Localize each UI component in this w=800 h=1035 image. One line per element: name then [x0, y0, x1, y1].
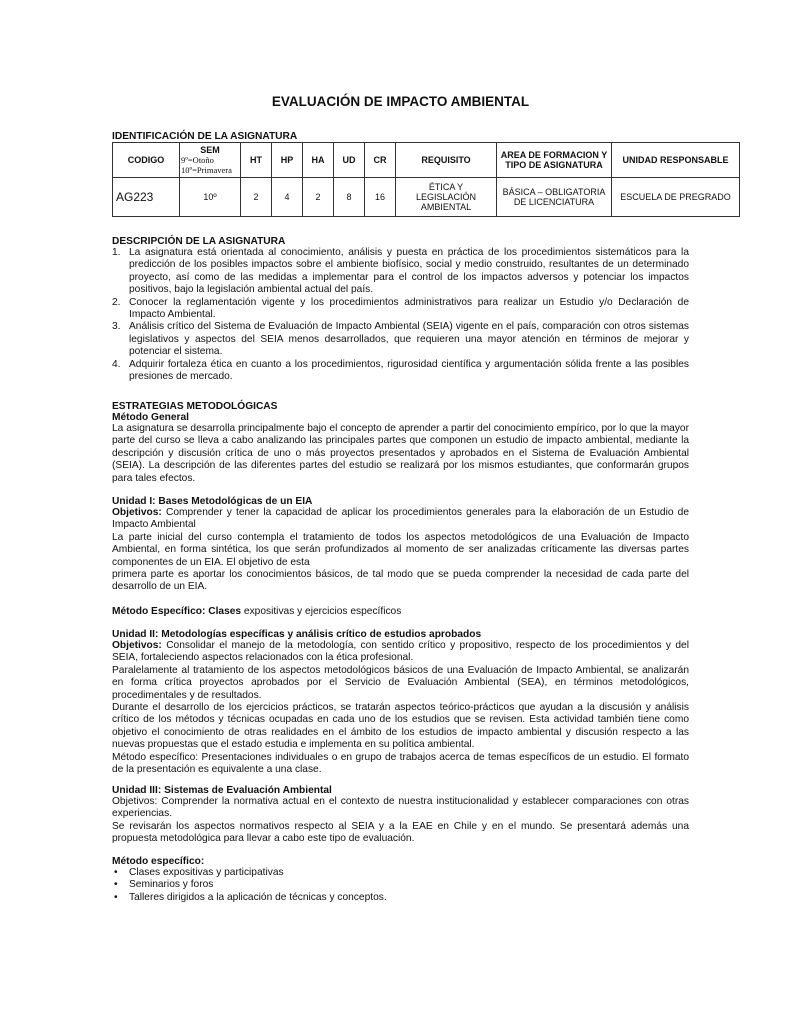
header-requisito: REQUISITO	[396, 143, 497, 178]
list-item-text: Adquirir fortaleza ética en cuanto a los procedimientos, rigurosidad científica y argumentación sólida frente a las posibles presiones de mercado.	[129, 358, 689, 383]
header-ha: HA	[303, 143, 334, 178]
unidad1-paragraph-1: La parte inicial del curso contempla el tratamiento de todos los aspectos metodológicos de una Evaluación de Impacto Ambiental, en forma sintética, los que serán profundizados al momento de ser analizadas críticamente las diversas partes componentes de un EIA. El objetivo de esta	[112, 531, 689, 568]
metodo-especifico-heading: Método específico:	[112, 856, 205, 867]
metodo-especifico-list	[112, 867, 689, 904]
cell-ht: 2	[241, 178, 272, 217]
cell-area: BÁSICA – OBLIGATORIA DE LICENCIATURA	[497, 178, 612, 217]
objetivos-text: Consolidar el manejo de la metodología, con sentido crítico y propositivo, respecto de los procedimientos y del SEIA, fortaleciendo aspectos relacionados con la ética profesional.	[112, 640, 689, 664]
cell-hp: 4	[272, 178, 303, 217]
list-item-number: 1.	[112, 247, 121, 258]
cell-requisito: ÉTICA Y LEGISLACIÓN AMBIENTAL	[396, 178, 497, 217]
list-item-text: La asignatura está orientada al conocimiento, análisis y puesta en práctica de los procedimientos sistemáticos para la predicción de los posibles impactos sobre el ambiente biofísico, social y medio construido, resultantes de un determinado proyecto, así como de las medidas a implementar para el control de los impactos adversos y potenciar los impactos positivos, bajo la legislación ambiental actual del país.	[129, 247, 689, 296]
header-sem	[180, 143, 241, 178]
list-item	[112, 321, 689, 358]
metodo-label: Método Específico: Clases	[112, 605, 242, 617]
list-item	[112, 297, 689, 322]
cell-ud: 8	[334, 178, 365, 217]
unidad3-paragraph-2: Se revisarán los aspectos normativos respecto al SEIA y a la EAE en Chile y en el mundo. Se presentará además una propuesta metodológica para llevar a cabo este tipo de evaluación.	[112, 820, 689, 845]
unidad1-paragraph-2: primera parte es aportar los conocimientos básicos, de tal modo que se pueda comprender la necesidad de cada parte del desarrollo de un EIA.	[112, 569, 689, 593]
unidad1-heading: Unidad I: Bases Metodológicas de un EIA	[112, 496, 313, 507]
list-item-number: 4.	[112, 358, 121, 370]
cell-codigo: AG223	[113, 178, 180, 217]
cell-cr: 16	[365, 178, 396, 217]
list-item	[112, 247, 689, 297]
estrategias-section	[112, 401, 689, 485]
metodo-general-label: Método General	[112, 412, 189, 423]
list-item-number: 2.	[112, 296, 121, 308]
list-item	[112, 359, 689, 384]
table-header-row	[113, 143, 740, 178]
header-ht: HT	[241, 143, 272, 178]
document-title: EVALUACIÓN DE IMPACTO AMBIENTAL	[271, 94, 530, 109]
list-item: • Talleres dirigidos a la aplicación de técnicas y conceptos.	[112, 892, 689, 904]
list-item: • Seminarios y foros	[112, 879, 689, 891]
header-unidad: UNIDAD RESPONSABLE	[612, 143, 740, 178]
header-codigo: CODIGO	[113, 143, 180, 178]
unidad2-paragraph-2: Durante el desarrollo de los ejercicios prácticos, se tratarán aspectos teórico-prácticos que ayudan a la discusión y análisis crítico de los métodos y técnicas ocupadas en cada uno de los estudios que se revisen. Esta actividad también tiene como objetivo el conocimiento de otras realidades en el ámbito de los estudios de impacto ambiental y discusión respecto a las nuevas propuestas que el estado estudia e implementa en su política ambiental.	[112, 702, 689, 751]
cell-unidad: ESCUELA DE PREGRADO	[612, 178, 740, 217]
objetivos-text: Comprender y tener la capacidad de aplicar los procedimientos generales para la elaboración de un Estudio de Impacto Ambiental	[112, 507, 689, 531]
cell-sem: 10º	[180, 178, 241, 217]
list-item-number: 3.	[112, 321, 121, 333]
header-sem-note-primavera: 10º=Primavera	[181, 165, 232, 175]
descripcion-section	[112, 236, 689, 383]
objetivos-label: Objetivos:	[112, 640, 162, 651]
header-sem-note-otono: 9º=Otoño	[181, 155, 214, 165]
descripcion-heading: DESCRIPCIÓN DE LA ASIGNATURA	[112, 236, 286, 247]
list-item: • Clases expositivas y participativas	[112, 867, 689, 879]
unidad3-heading: Unidad III: Sistemas de Evaluación Ambiental	[112, 785, 332, 796]
header-ud: UD	[334, 143, 365, 178]
metodo-especifico-section	[112, 856, 689, 904]
header-hp: HP	[272, 143, 303, 178]
descripcion-list	[112, 247, 689, 383]
unidad1-metodo	[112, 606, 689, 618]
metodo-general-text: La asignatura se desarrolla principalmente bajo el concepto de aprender a partir del conocimiento empírico, por lo que la mayor parte del curso se lleva a cabo analizando las principales partes que componen un estudio de impacto ambiental, mediante la descripción y discusión crítica de uno o más proyectos presentados y aprobados en el Sistema de Evaluación Ambiental (SEIA). La descripción de las diferentes partes del estudio se realizará por los mismos estudiantes, que conformarán grupos para tales efectos.	[112, 423, 689, 484]
objetivos-label: Objetivos:	[112, 507, 162, 518]
identificacion-heading: IDENTIFICACIÓN DE LA ASIGNATURA	[112, 131, 298, 142]
table-row	[113, 178, 740, 217]
unidad1-section	[112, 496, 689, 618]
list-item-text: Conocer la reglamentación vigente y los procedimientos administrativos para realizar un Estudio y/o Declaración de Impacto Ambiental.	[129, 296, 689, 321]
unidad3-paragraph-1: Objetivos: Comprender la normativa actual en el contexto de nuestra institucionalidad y establecer comparaciones con otras experiencias.	[112, 796, 689, 820]
unidad3-section	[112, 785, 689, 846]
unidad2-paragraph-1: Paralelamente al tratamiento de los aspectos metodológicos básicos de una Evaluación de Impacto Ambiental, se analizarán en forma crítica proyectos aprobados por el Servicio de Evaluación Ambiental (SEA), en términos metodológicos, procedimentales y de resultados.	[112, 664, 689, 701]
unidad2-heading: Unidad II: Metodologías específicas y análisis crítico de estudios aprobados	[112, 629, 482, 640]
cell-ha: 2	[303, 178, 334, 217]
header-area: AREA DE FORMACION Y TIPO DE ASIGNATURA	[497, 143, 612, 178]
estrategias-heading: ESTRATEGIAS METODOLÓGICAS	[112, 401, 278, 412]
unidad1-objetivos	[112, 507, 689, 532]
header-cr: CR	[365, 143, 396, 178]
identificacion-table	[112, 142, 740, 217]
list-item-text: Análisis crítico del Sistema de Evaluación de Impacto Ambiental (SEIA) vigente en el país, comparación con otros sistemas legislativos y aspectos del SEIA menos desarrollados, que requieren una mayor atención en términos de mejorar y potenciar el sistema.	[129, 321, 689, 358]
unidad2-paragraph-3: Método específico: Presentaciones individuales o en grupo de trabajos acerca de temas específicos de un estudio. El formato de la presentación es equivalente a una clase.	[112, 751, 689, 776]
metodo-text: expositivas y ejercicios específicos	[241, 605, 402, 617]
header-sem-label: SEM	[200, 145, 220, 155]
unidad2-objetivos	[112, 640, 689, 665]
unidad2-section	[112, 629, 689, 776]
